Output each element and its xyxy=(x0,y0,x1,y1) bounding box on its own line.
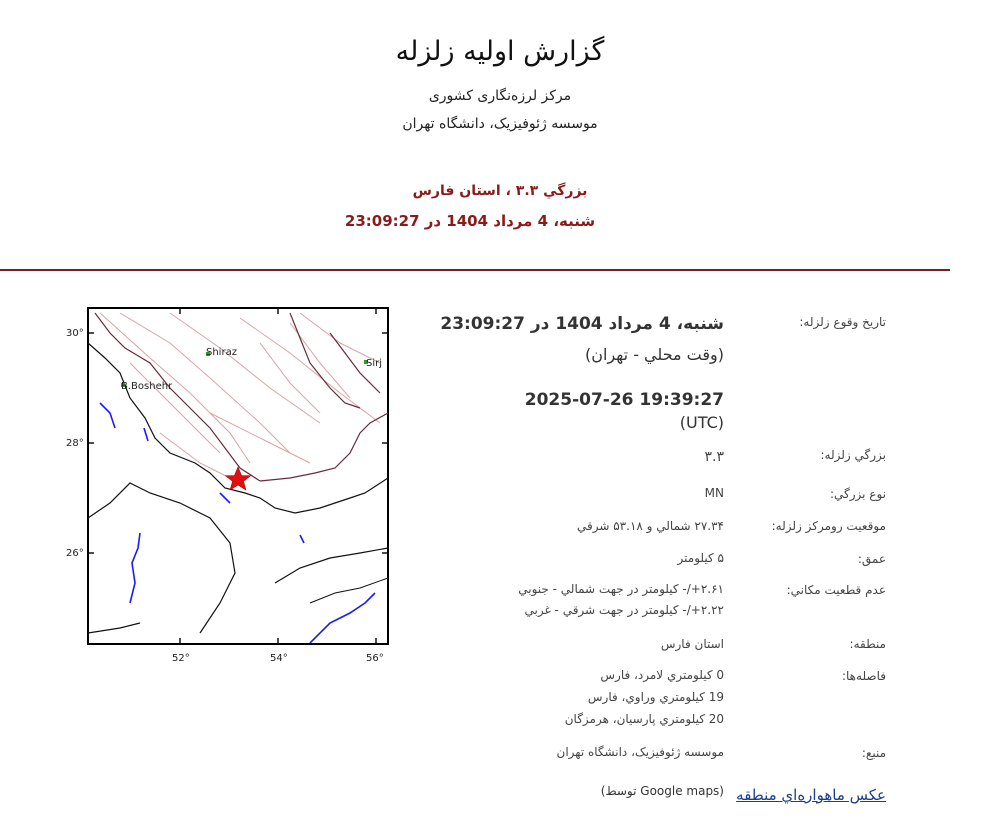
uncertainty-label: عدم قطعيت مکاني: xyxy=(786,583,886,597)
uncertainty-ew: ۲.۲۲+/- كيلومتر در جهت شرقي - غربي xyxy=(524,603,724,617)
city-label-sirj: Sirj xyxy=(366,358,383,369)
report-title: گزارش اوليه زلزله xyxy=(395,36,605,67)
depth-value: ۵ کيلومتر xyxy=(677,551,724,565)
mag-type-value: MN xyxy=(704,486,724,500)
magnitude-headline: بزرگي ۳.۳ ، استان فارس xyxy=(412,183,588,199)
magnitude-value: ۳.۳ xyxy=(704,449,724,465)
date-headline: شنبه، 4 مرداد 1404 در 23:09:27 xyxy=(344,212,596,230)
center-name: مرکز لرزه‌نگاری کشوری xyxy=(428,88,572,104)
lat-label-26: 26° xyxy=(66,548,84,559)
source-label: منبع: xyxy=(861,746,886,760)
epicenter-map xyxy=(60,303,400,668)
time-label: تاريخ وقوع زلزله: xyxy=(799,315,886,329)
distances-label: فاصله‌ها: xyxy=(841,669,886,683)
satellite-image-link[interactable]: عکس ماهواره‌اي منطقه xyxy=(736,786,886,804)
utc-time-value: 2025-07-26 19:39:27 xyxy=(524,390,724,410)
city-label-shiraz: Shiraz xyxy=(206,347,237,358)
distance-item: 20 كيلومتري پارسيان، هرمزگان xyxy=(564,712,724,726)
mag-type-label: نوع بزرگي: xyxy=(829,487,886,501)
distance-item: 0 كيلومتري لامرد، فارس xyxy=(600,668,724,682)
location-value: ۲۷.۳۴ شمالي و ۵۳.۱۸ شرقي xyxy=(577,519,724,533)
depth-label: عمق: xyxy=(857,552,886,566)
lon-label-52: 52° xyxy=(172,653,190,664)
header-divider xyxy=(0,269,950,271)
institute-name: موسسه ژئوفیزیک، دانشگاه تهران xyxy=(402,116,598,132)
lat-label-28: 28° xyxy=(66,438,84,449)
region-label: منطقه: xyxy=(849,637,886,651)
utc-time-note: (UTC) xyxy=(679,413,724,432)
lon-label-56: 56° xyxy=(366,653,384,664)
region-value: استان فارس xyxy=(660,637,724,651)
source-value: موسسه ژئوفيزيک، دانشگاه تهران xyxy=(556,745,724,759)
city-label-boshehr: B.Boshehr xyxy=(121,381,173,392)
local-time-note: (وقت محلي - تهران) xyxy=(585,345,724,364)
distance-item: 19 كيلومتري وراوي، فارس xyxy=(587,690,724,704)
lat-label-30: 30° xyxy=(66,328,84,339)
lon-label-54: 54° xyxy=(270,653,288,664)
uncertainty-ns: ۲.۶۱+/- كيلومتر در جهت شمالي - جنوبي xyxy=(518,582,724,596)
magnitude-label: بزرگي زلزله: xyxy=(820,448,886,462)
location-label: موقعيت رومركز زلزله: xyxy=(771,519,886,533)
local-time-value: شنبه، 4 مرداد 1404 در 23:09:27 xyxy=(440,314,724,334)
satellite-link-note: (توسط Google maps) xyxy=(600,784,724,798)
